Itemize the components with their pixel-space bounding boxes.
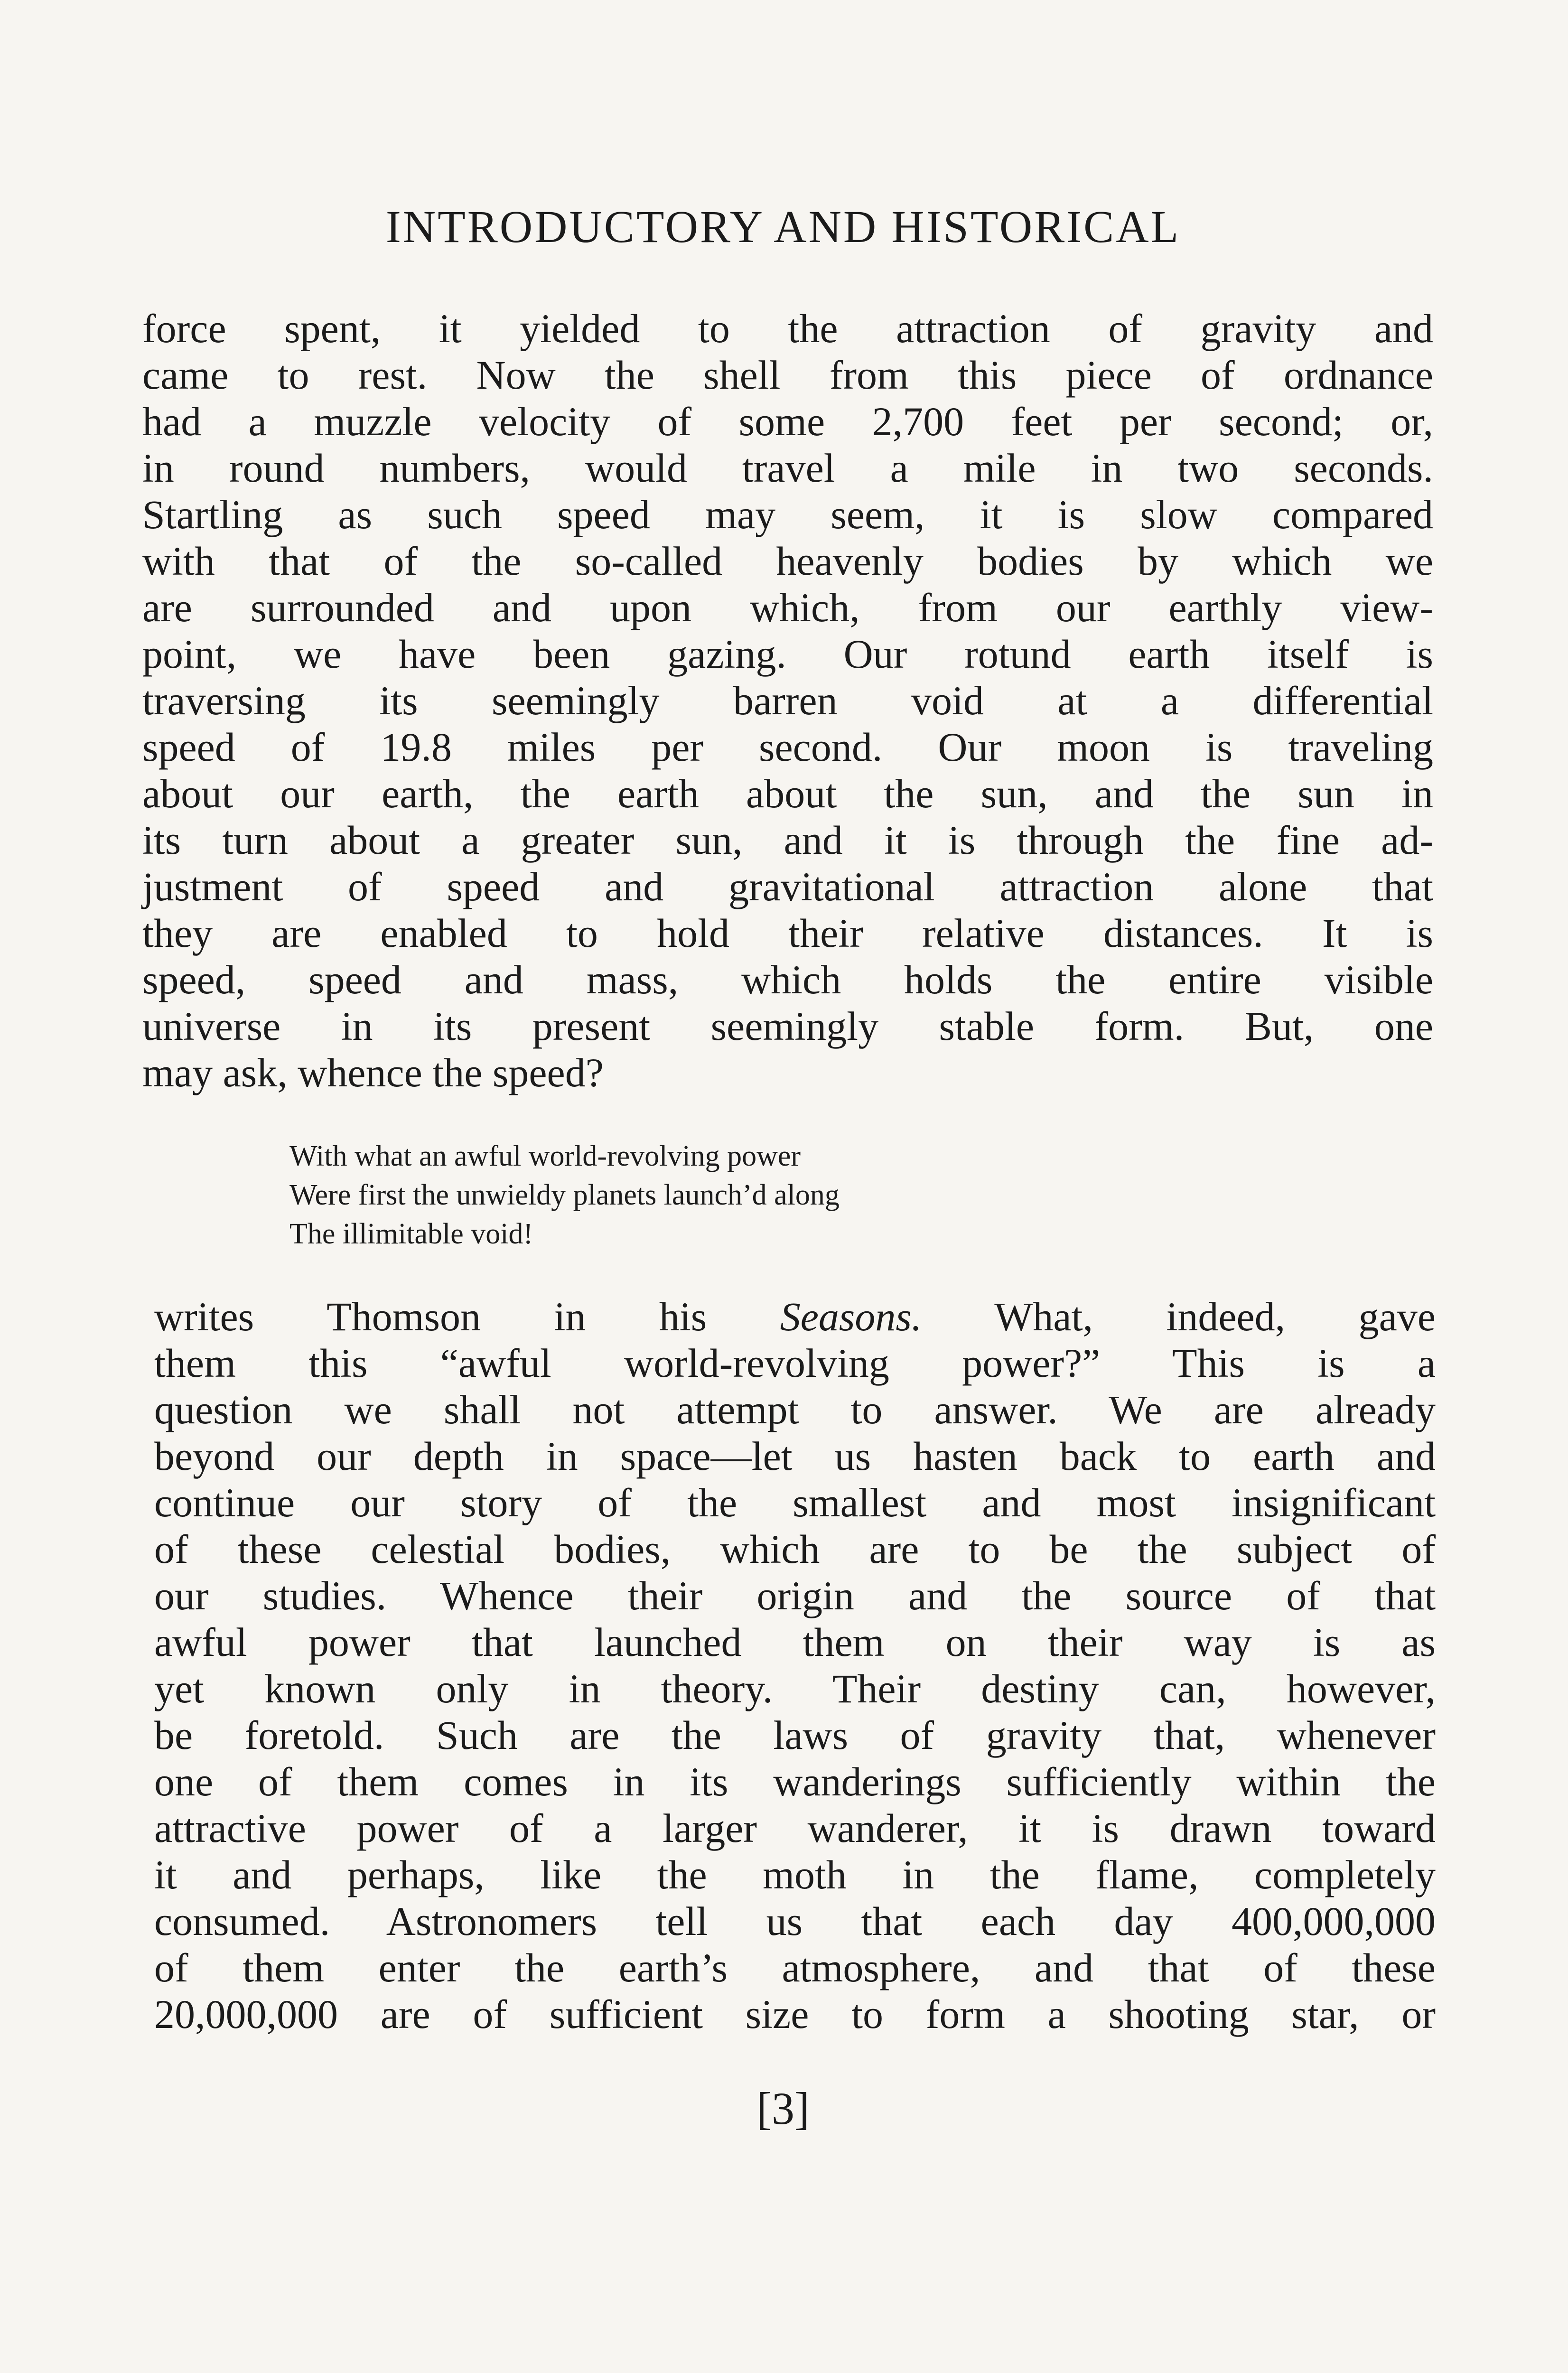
text-line: justment of speed and gravitational attraction alone that bbox=[142, 864, 1433, 909]
text-line: had a muzzle velocity of some 2,700 feet per second; or, bbox=[142, 399, 1433, 444]
text-line: yet known only in theory. Their destiny can, however, bbox=[154, 1666, 1436, 1711]
text-line: of these celestial bodies, which are to be the subject of bbox=[154, 1526, 1436, 1572]
text-line: in round numbers, would travel a mile in two seconds. bbox=[142, 445, 1433, 491]
text-line: of them enter the earth’s atmosphere, and that of these bbox=[154, 1945, 1436, 1990]
text-line: awful power that launched them on their way is as bbox=[154, 1619, 1436, 1665]
text-line: point, we have been gazing. Our rotund earth itself is bbox=[142, 631, 1433, 677]
text-line: are surrounded and upon which, from our earthly view- bbox=[142, 585, 1433, 630]
text-line: traversing its seemingly barren void at a differential bbox=[142, 678, 1433, 723]
book-title: Seasons. bbox=[780, 1294, 922, 1339]
text-line: came to rest. Now the shell from this piece of ordnance bbox=[142, 352, 1433, 398]
verse-line: The illimitable void! bbox=[289, 1218, 533, 1250]
text-line: they are enabled to hold their relative distances. It is bbox=[142, 910, 1433, 956]
text-run: What, indeed, gave bbox=[922, 1294, 1436, 1339]
text-line: beyond our depth in space—let us hasten back to earth and bbox=[154, 1433, 1436, 1479]
text-line: it and perhaps, like the moth in the flame, completely bbox=[154, 1852, 1436, 1897]
verse-line: Were first the unwieldy planets launch’d along bbox=[289, 1179, 840, 1211]
text-line: speed, speed and mass, which holds the entire visible bbox=[142, 957, 1433, 1002]
text-line: question we shall not attempt to answer. We are already bbox=[154, 1387, 1436, 1432]
text-line: universe in its present seemingly stable form. But, one bbox=[142, 1003, 1433, 1049]
paragraph-2 bbox=[154, 1293, 1436, 2037]
page-number: [3] bbox=[756, 2083, 810, 2134]
text-line: Startling as such speed may seem, it is slow compared bbox=[142, 492, 1433, 537]
text-line: with that of the so-called heavenly bodies by which we bbox=[142, 538, 1433, 584]
text-line: be foretold. Such are the laws of gravity that, whenever bbox=[154, 1712, 1436, 1758]
text-line: attractive power of a larger wanderer, it is drawn toward bbox=[154, 1805, 1436, 1851]
text-line: about our earth, the earth about the sun, and the sun in bbox=[142, 771, 1433, 816]
verse-quotation bbox=[289, 1137, 840, 1253]
text-run: writes Thomson in his bbox=[154, 1294, 780, 1339]
verse-line: With what an awful world-revolving power bbox=[289, 1140, 801, 1172]
text-line bbox=[154, 1293, 1436, 1340]
paragraph-1 bbox=[142, 305, 1433, 1096]
text-line: them this “awful world-revolving power?” This is a bbox=[154, 1340, 1436, 1386]
text-line: force spent, it yielded to the attraction of gravity and bbox=[142, 306, 1433, 351]
text-line: continue our story of the smallest and most insignificant bbox=[154, 1480, 1436, 1525]
text-line: our studies. Whence their origin and the source of that bbox=[154, 1573, 1436, 1618]
text-line: 20,000,000 are of sufficient size to form a shooting star, or bbox=[154, 1991, 1436, 2037]
text-line: one of them comes in its wanderings sufficiently within the bbox=[154, 1759, 1436, 1804]
text-line: consumed. Astronomers tell us that each day 400,000,000 bbox=[154, 1898, 1436, 1944]
running-head: INTRODUCTORY AND HISTORICAL bbox=[385, 201, 1181, 252]
text-line: its turn about a greater sun, and it is through the fine ad- bbox=[142, 817, 1433, 863]
text-line: may ask, whence the speed? bbox=[142, 1050, 604, 1095]
text-line: speed of 19.8 miles per second. Our moon is traveling bbox=[142, 724, 1433, 770]
